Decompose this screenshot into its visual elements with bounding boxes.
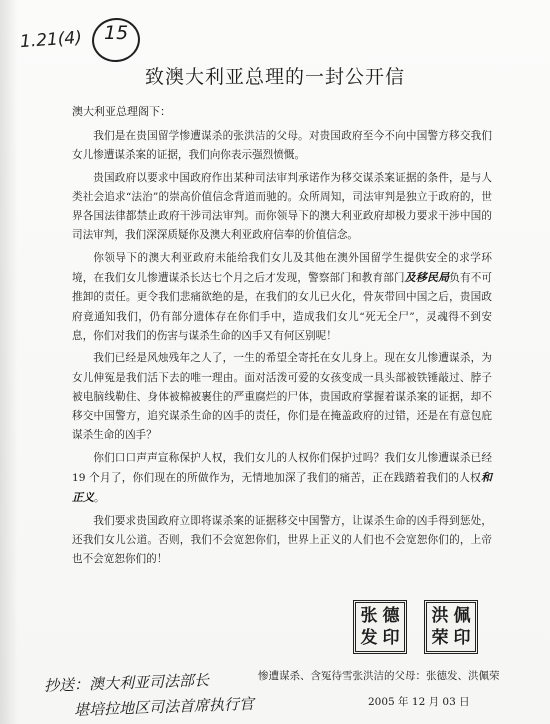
handwritten-cc-line-2: 堪培拉地区司法首席执行官 bbox=[73, 694, 255, 720]
seal-stamp-1 bbox=[353, 600, 407, 654]
letter-body bbox=[72, 127, 492, 573]
handwritten-reference: 1.21(4) bbox=[19, 27, 83, 53]
handwritten-cc-line-1: 抄送：澳大利亚司法部长 bbox=[43, 671, 210, 695]
handwritten-insertion: 及移民局 bbox=[404, 271, 450, 285]
paragraph-5-part-b: 。 bbox=[94, 492, 105, 505]
paragraph-1: 我们是在贵国留学惨遭谋杀的张洪洁的父母。对贵国政府至今不向中国警方移交我们女儿惨遭谋杀案的证据，我们向你表示强烈愤慨。 bbox=[72, 130, 492, 162]
paragraph-6: 我们要求贵国政府立即将谋杀案的证据移交中国警方，让谋杀生命的凶手得到惩处，还我们女儿公道。否则，我们不会宽恕你们，世界上正义的人们也不会宽恕你们的，上帝也不会宽恕你们的！ bbox=[72, 514, 492, 566]
seal-stamp-2 bbox=[424, 600, 478, 654]
letter-signature: 惨遭谋杀、含冤待雪张洪洁的父母：张德发、洪佩荣 bbox=[258, 670, 500, 682]
handwritten-insertion-2: 和正义 bbox=[72, 471, 492, 505]
letter-date: 2005 年 12 月 03 日 bbox=[368, 696, 470, 708]
paragraph-2: 贵国政府以要求中国政府作出某种司法审判承诺作为移交谋杀案证据的条件，是与人类社会追求“法治”的崇高价值信念背道而驰的。众所周知，司法审判是独立于政府的，世界各国法律都禁止政府干涉司法审判。而你领导下的澳大利亚政府却极力要求干涉中国的司法审判，我们深深质疑你及澳大利亚政府信奉的价值信念。 bbox=[72, 171, 492, 242]
handwritten-circled-number: 15 bbox=[104, 22, 129, 44]
paragraph-3-part-a: 你领导下的澳大利亚政府未能给我们女儿及其他在澳外国留学生提供安全的求学环境，在我们女儿惨遭谋杀长达七个月之后才发现，警察部门和教育部门 bbox=[72, 251, 492, 285]
paragraph-5-part-a: 你们口口声声宣称保护人权，我们女儿的人权你们保护过吗？我们女儿惨遭谋杀已经 19 个月了，你们现在的所做作为，无情地加深了我们的痛苦，正在践踏着我们的人权 bbox=[72, 451, 492, 485]
letter-title: 致澳大利亚总理的一封公开信 bbox=[144, 66, 405, 88]
letter-salutation: 澳大利亚总理阁下： bbox=[72, 105, 171, 118]
seal-2-char: 印 bbox=[453, 627, 471, 648]
paragraph-3 bbox=[72, 249, 492, 346]
paragraph-5 bbox=[72, 449, 492, 509]
seal-1-char: 德 bbox=[382, 605, 400, 626]
paragraph-4: 我们已经是风烛残年之人了，一生的希望全寄托在女儿身上。现在女儿惨遭谋杀，为女儿伸冤是我们活下去的唯一理由。面对活泼可爱的女孩变成一具头部被铁锤敲过、脖子被电脑线勒住、身体被棉被裹住的严重腐烂的尸体，贵国政府掌握着谋杀案的证据，却不移交中国警方，追究谋杀生命的凶手的责任，你们是在掩盖政府的过错，还是在有意包庇谋杀生命的凶手？ bbox=[72, 352, 492, 442]
seal-2-char: 洪 bbox=[431, 605, 449, 626]
seal-1-char: 张 bbox=[360, 605, 378, 626]
seal-2-char: 佩 bbox=[453, 605, 471, 626]
seal-1-char: 印 bbox=[382, 627, 400, 648]
paragraph-3-part-b: 负有不可推卸的责任。更令我们悲痛欲绝的是，在我们的女儿已火化，骨灰带回中国之后，贵国政府竟通知我们，仍有部分遗体存在你们手中，造成我们女儿“死无全尸”，灵魂得不到安息，你们对我们的伤害与谋杀生命的凶手又有何区别呢！ bbox=[72, 272, 493, 342]
scan-shadow bbox=[0, 0, 18, 724]
seal-2-char: 荣 bbox=[431, 627, 449, 648]
seal-1-char: 发 bbox=[360, 627, 378, 648]
